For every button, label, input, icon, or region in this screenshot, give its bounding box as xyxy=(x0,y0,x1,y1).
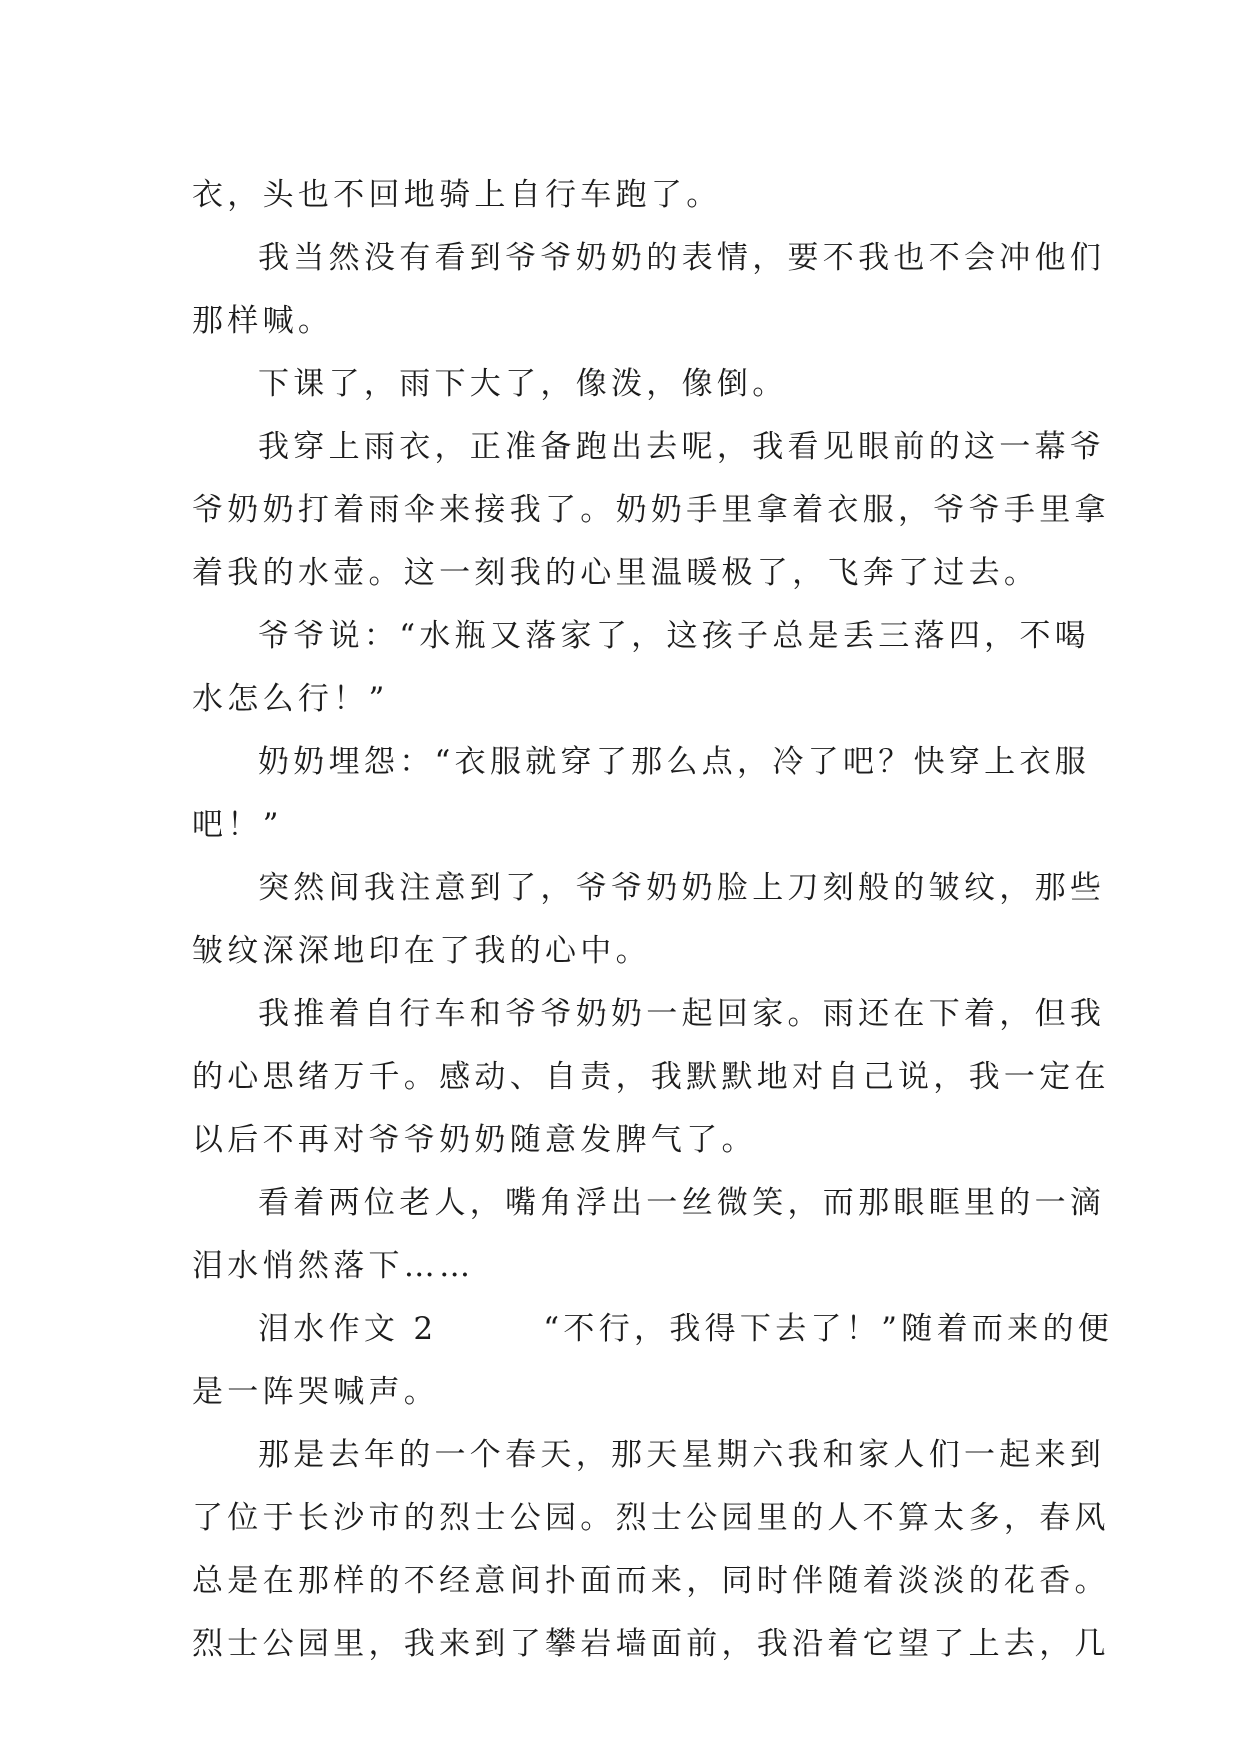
text-line: 是一阵哭喊声。 xyxy=(192,1374,440,1410)
text-line: 突然间我注意到了，爷爷奶奶脸上刀刻般的皱纹，那些 xyxy=(258,870,1106,906)
text-line: 以后不再对爷爷奶奶随意发脾气了。 xyxy=(192,1122,757,1158)
text-line: 了位于长沙市的烈士公园。烈士公园里的人不算太多，春风 xyxy=(192,1500,1110,1536)
text-line: 衣，头也不回地骑上自行车跑了。 xyxy=(192,177,722,213)
text-line: 奶奶埋怨：“衣服就穿了那么点，冷了吧？快穿上衣服 xyxy=(258,744,1091,780)
text-line: 我推着自行车和爷爷奶奶一起回家。雨还在下着，但我 xyxy=(258,996,1106,1032)
text-line: 爷爷说：“水瓶又落家了，这孩子总是丢三落四，不喝 xyxy=(258,618,1091,654)
text-line: 爷奶奶打着雨伞来接我了。奶奶手里拿着衣服，爷爷手里拿 xyxy=(192,492,1110,528)
text-line: 水怎么行！” xyxy=(192,681,389,717)
text-line: 的心思绪万千。感动、自责，我默默地对自己说，我一定在 xyxy=(192,1059,1110,1095)
text-line: 我穿上雨衣，正准备跑出去呢，我看见眼前的这一幕爷 xyxy=(258,429,1106,465)
text-line: 那是去年的一个春天，那天星期六我和家人们一起来到 xyxy=(258,1437,1106,1473)
text-line: 泪水悄然落下…… xyxy=(192,1248,475,1284)
text-line: 那样喊。 xyxy=(192,303,334,339)
text-line: 皱纹深深地印在了我的心中。 xyxy=(192,933,651,969)
text-line: 吧！” xyxy=(192,807,283,843)
text-line: 着我的水壶。这一刻我的心里温暖极了，飞奔了过去。 xyxy=(192,555,1040,591)
text-line: 烈士公园里，我来到了攀岩墙面前，我沿着它望了上去，几 xyxy=(192,1626,1110,1662)
text-line: 下课了，雨下大了，像泼，像倒。 xyxy=(258,366,788,402)
text-line: 我当然没有看到爷爷奶奶的表情，要不我也不会冲他们 xyxy=(258,240,1106,276)
body-text xyxy=(192,164,1114,1676)
text-line: 总是在那样的不经意间扑面而来，同时伴随着淡淡的花香。 xyxy=(192,1563,1110,1599)
section-heading-line: 泪水作文 2 “不行，我得下去了！”随着而来的便 xyxy=(258,1311,1114,1347)
text-line: 看着两位老人，嘴角浮出一丝微笑，而那眼眶里的一滴 xyxy=(258,1185,1106,1221)
